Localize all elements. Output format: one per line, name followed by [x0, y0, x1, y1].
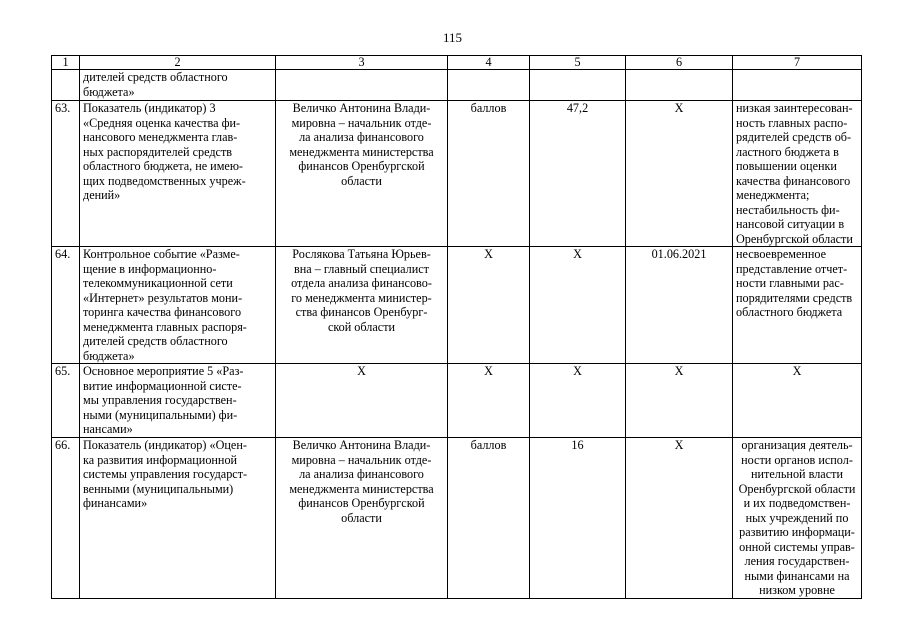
text-line: ность главных распо-	[736, 115, 848, 130]
risk-cell	[733, 70, 862, 101]
text-line: дителей средств областного	[83, 334, 228, 348]
text-line: менеджмента;	[736, 188, 810, 202]
text-line: мировна – начальник отде-	[291, 452, 432, 467]
text-line: ными финансами на	[744, 568, 850, 583]
text-line: менеджмента министерства	[289, 144, 434, 159]
indicator-name	[80, 101, 276, 247]
risk-cell	[733, 438, 862, 599]
indicator-name	[80, 438, 276, 599]
text-line: Оренбургской области	[736, 231, 853, 246]
text-line: ла анализа финансового	[299, 130, 424, 144]
risk-cell	[733, 364, 862, 438]
text-line: отдела анализа финансово-	[291, 276, 432, 290]
document-table	[51, 55, 862, 599]
unit-cell: X	[448, 247, 530, 364]
value-cell: X	[530, 247, 626, 364]
text-line: системы управления государст-	[83, 467, 248, 481]
page-number: 115	[442, 30, 463, 45]
text-line: X	[792, 364, 802, 378]
text-line: нансовой ситуации в	[736, 217, 845, 231]
text-line: низком уровне	[759, 583, 835, 597]
date-cell: X	[626, 101, 733, 247]
text-line: финансов Оренбургской	[298, 159, 425, 173]
text-line: менеджмента главных распоря-	[83, 319, 247, 334]
row-number: 63.	[52, 101, 80, 247]
table-row	[52, 101, 862, 247]
unit-cell: баллов	[448, 101, 530, 247]
date-cell: X	[626, 364, 733, 438]
text-line: областного бюджета, не имею-	[83, 159, 243, 173]
text-line: нансового менеджмента глав-	[83, 130, 238, 144]
text-line: представление отчет-	[736, 261, 848, 276]
row-number: 64.	[52, 247, 80, 364]
unit-cell: X	[448, 364, 530, 438]
text-line: ства финансов Оренбург-	[295, 305, 428, 319]
text-line: ных распорядителей средств	[83, 144, 233, 159]
text-line: ными (муниципальными) фи-	[83, 407, 238, 422]
text-line: ных учреждений по	[745, 510, 849, 525]
value-cell	[530, 70, 626, 101]
text-line: телекоммуникационной сети	[83, 276, 233, 290]
text-line: бюджета»	[83, 348, 135, 363]
text-line: онной системы управ-	[739, 539, 855, 554]
text-line: ления государствен-	[744, 554, 850, 568]
text-line: Показатель (индикатор) 3	[83, 101, 216, 115]
text-line: дителей средств областного	[83, 70, 228, 84]
indicator-name	[80, 70, 276, 101]
risk-cell	[733, 101, 862, 247]
text-line: ности главными рас-	[736, 276, 844, 290]
unit-cell: баллов	[448, 438, 530, 599]
text-line: торинга качества финансового	[83, 305, 242, 319]
text-line: ка развития информационной	[83, 452, 238, 467]
column-header-1: 1	[52, 56, 80, 70]
text-line: «Интернет» результатов мони-	[83, 290, 243, 305]
text-line: Оренбургской области	[738, 481, 856, 496]
row-number: 65.	[52, 364, 80, 438]
responsible-cell	[276, 247, 448, 364]
text-line: нансами»	[83, 422, 133, 436]
value-cell: 47,2	[530, 101, 626, 247]
table-row	[52, 247, 862, 364]
table-row	[52, 364, 862, 438]
responsible-cell	[276, 70, 448, 101]
responsible-cell	[276, 364, 448, 438]
text-line: менеджмента министерства	[289, 481, 434, 496]
risk-cell	[733, 247, 862, 364]
text-line: го менеджмента министер-	[291, 290, 432, 305]
text-line: щение в информационно-	[83, 261, 217, 276]
text-line: и их подведомствен-	[743, 496, 851, 510]
row-number	[52, 70, 80, 101]
text-line: дений»	[83, 188, 121, 202]
column-header-3: 3	[276, 56, 448, 70]
table-row	[52, 438, 862, 599]
text-line: ластного бюджета в	[736, 144, 839, 159]
text-line: бюджета»	[83, 84, 135, 99]
text-line: финансов Оренбургской	[298, 496, 425, 510]
indicator-name	[80, 247, 276, 364]
unit-cell	[448, 70, 530, 101]
text-line: венными (муниципальными)	[83, 481, 234, 496]
header-row	[52, 56, 862, 70]
column-header-4: 4	[448, 56, 530, 70]
text-line: Величко Антонина Влади-	[292, 438, 431, 452]
text-line: низкая заинтересован-	[736, 101, 853, 115]
column-header-7: 7	[733, 56, 862, 70]
text-line: Показатель (индикатор) «Оцен-	[83, 438, 247, 452]
text-line: мировна – начальник отде-	[291, 115, 432, 130]
text-line: повышении оценки	[736, 159, 837, 173]
text-line: Величко Антонина Влади-	[292, 101, 431, 115]
table-row	[52, 70, 862, 101]
value-cell: X	[530, 364, 626, 438]
text-line: витие информационной систе-	[83, 378, 242, 393]
responsible-cell	[276, 101, 448, 247]
text-line: ности органов испол-	[741, 452, 853, 467]
text-line: Основное мероприятие 5 «Раз-	[83, 364, 244, 378]
text-line: Рослякова Татьяна Юрьев-	[292, 247, 431, 261]
text-line: области	[341, 173, 382, 188]
value-cell: 16	[530, 438, 626, 599]
text-line: областного бюджета	[736, 305, 843, 319]
text-line: щих подведомственных учреж-	[83, 173, 246, 188]
text-line: X	[357, 364, 366, 378]
text-line: качества финансового	[736, 173, 851, 188]
text-line: ской области	[327, 319, 396, 334]
text-line: вна – главный специалист	[293, 261, 430, 276]
column-header-6: 6	[626, 56, 733, 70]
date-cell: X	[626, 438, 733, 599]
text-line: мы управления государствен-	[83, 393, 237, 407]
date-cell	[626, 70, 733, 101]
text-line: «Средняя оценка качества фи-	[83, 115, 241, 130]
text-line: нительной власти	[751, 467, 843, 481]
text-line: развитию информаци-	[739, 525, 855, 539]
text-line: финансами»	[83, 496, 148, 510]
indicator-name	[80, 364, 276, 438]
column-header-5: 5	[530, 56, 626, 70]
text-line: несвоевременное	[736, 247, 827, 261]
text-line: порядителями средств	[736, 290, 853, 305]
text-line: нестабильность фи-	[736, 202, 840, 217]
text-line: организация деятель-	[741, 438, 853, 452]
column-header-2: 2	[80, 56, 276, 70]
date-cell: 01.06.2021	[626, 247, 733, 364]
row-number: 66.	[52, 438, 80, 599]
text-line: области	[341, 510, 382, 525]
responsible-cell	[276, 438, 448, 599]
text-line: Контрольное событие «Разме-	[83, 247, 240, 261]
text-line: рядителей средств об-	[736, 130, 852, 144]
text-line: ла анализа финансового	[299, 467, 424, 481]
